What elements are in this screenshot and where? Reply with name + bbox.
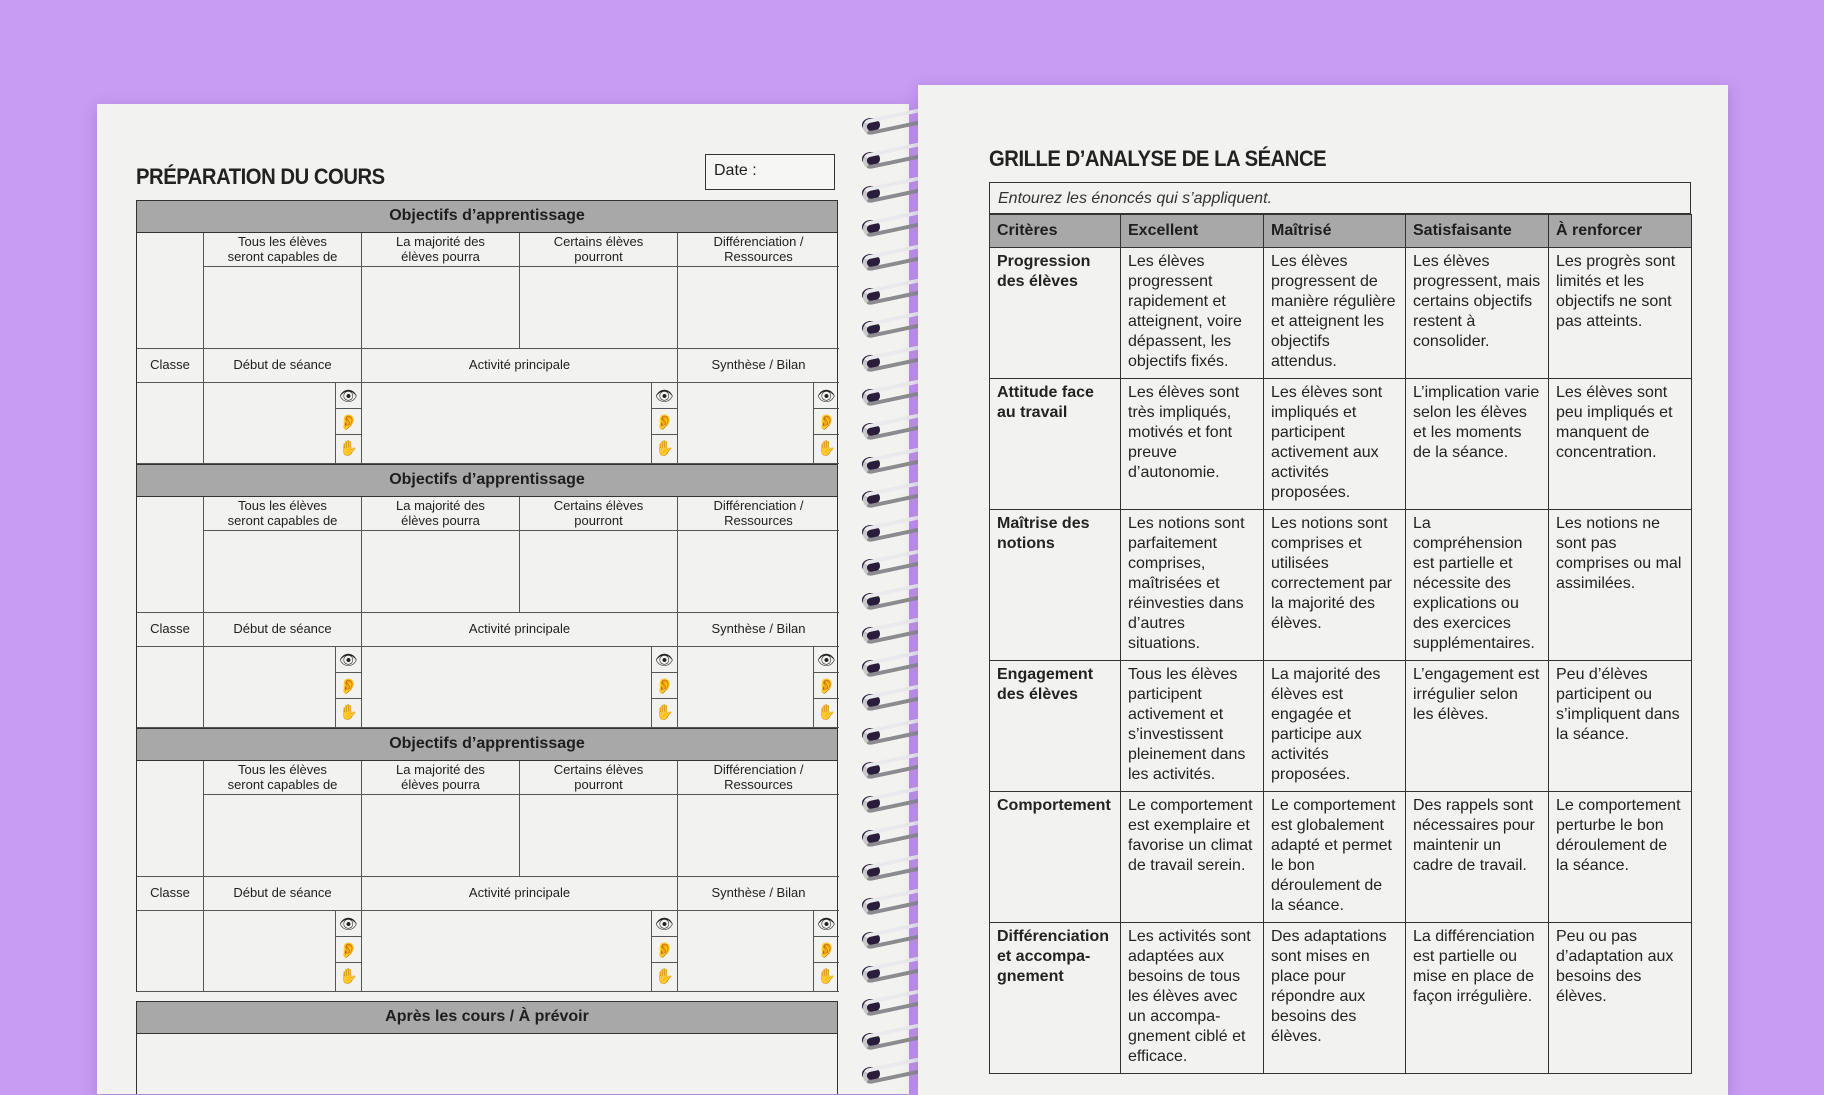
ear-icon: 👂	[336, 937, 361, 963]
descriptor-cell[interactable]: Les élèves sont impliqués et participent activement aux activités proposées.	[1264, 379, 1406, 510]
objective-column[interactable]	[677, 233, 839, 349]
session-label: Classe	[137, 613, 203, 647]
objective-column[interactable]	[361, 761, 519, 877]
ear-icon: 👂	[652, 673, 677, 699]
descriptor-cell[interactable]: Les élèves progressent de manière régulière et atteignent les objectifs attendus.	[1264, 248, 1406, 379]
descriptor-cell[interactable]: Les élèves sont très impliqués, motivés et font preuve d’autonomie.	[1121, 379, 1264, 510]
descriptor-cell[interactable]: Le comportement perturbe le bon déroulement de la séance.	[1549, 792, 1692, 923]
session-body-row	[136, 911, 838, 992]
eye-icon: 👁	[336, 911, 361, 937]
objective-header: Tous les élèves seront capables de	[204, 233, 361, 267]
descriptor-cell[interactable]: Le comportement est exemplaire et favorise un climat de travail serein.	[1121, 792, 1264, 923]
objective-header: Tous les élèves seront capables de	[204, 497, 361, 531]
session-label: Activité principale	[361, 349, 677, 383]
objective-header: Certains élèves pourront	[520, 497, 677, 531]
criterion-label: Maîtrise des notions	[990, 510, 1121, 661]
hand-icon: ✋	[339, 704, 358, 721]
sense-icons	[813, 647, 839, 727]
session-cell[interactable]	[677, 647, 839, 728]
objective-column[interactable]	[519, 233, 677, 349]
page-title: PRÉPARATION DU COURS	[136, 164, 385, 189]
objective-column[interactable]	[361, 497, 519, 613]
descriptor-cell[interactable]: Les notions sont parfaitement comprises, maîtrisées et réinvesties dans d’autres situations.	[1121, 510, 1264, 661]
descriptor-cell[interactable]: Des rappels sont nécessaires pour maintenir un cadre de travail.	[1406, 792, 1549, 923]
session-cell[interactable]	[137, 383, 203, 464]
descriptor-cell[interactable]: Les progrès sont limités et les objectifs ne sont pas atteints.	[1549, 248, 1692, 379]
column-header: Critères	[990, 215, 1121, 248]
ear-icon: 👂	[814, 937, 839, 963]
objective-column[interactable]	[361, 233, 519, 349]
descriptor-cell[interactable]: Peu ou pas d’adaptation aux besoins des élèves.	[1549, 923, 1692, 1074]
column-header: Satisfaisante	[1406, 215, 1549, 248]
objective-header: La majorité des élèves pourra	[362, 497, 519, 531]
descriptor-cell[interactable]: Des adaptations sont mises en place pour répondre aux besoins des élèves.	[1264, 923, 1406, 1074]
sense-icons	[335, 383, 361, 463]
criteria-table	[989, 214, 1692, 1074]
column-header: Maîtrisé	[1264, 215, 1406, 248]
descriptor-cell[interactable]: La compréhension est partielle et nécessite des explications ou des exercices supplémentaires.	[1406, 510, 1549, 661]
objectives-row	[136, 497, 838, 613]
session-cell[interactable]	[137, 911, 203, 992]
session-cell[interactable]	[361, 647, 677, 728]
left-page	[97, 104, 909, 1094]
session-label-row	[136, 349, 838, 383]
objective-header: Certains élèves pourront	[520, 233, 677, 267]
criterion-label: Comportement	[990, 792, 1121, 923]
session-cell[interactable]	[203, 911, 361, 992]
sense-icons	[651, 911, 677, 991]
eye-icon: 👁	[814, 383, 839, 409]
sense-icons	[813, 383, 839, 463]
descriptor-cell[interactable]: La majorité des élèves est engagée et participe aux activités proposées.	[1264, 661, 1406, 792]
objective-column[interactable]	[677, 497, 839, 613]
descriptor-cell[interactable]: Les élèves progressent, mais certains objectifs restent à consolider.	[1406, 248, 1549, 379]
session-cell[interactable]	[677, 911, 839, 992]
hand-icon: ✋	[817, 704, 836, 721]
objective-header: La majorité des élèves pourra	[362, 233, 519, 267]
objective-header: Différenciation / Ressources	[678, 497, 839, 531]
session-cell[interactable]	[203, 383, 361, 464]
objective-column[interactable]	[203, 761, 361, 877]
eye-icon: 👁	[652, 383, 677, 409]
session-label: Début de séance	[203, 613, 361, 647]
criterion-label: Différenciation et accompa-gnement	[990, 923, 1121, 1074]
table-row	[990, 661, 1692, 792]
session-cell[interactable]	[203, 647, 361, 728]
sense-icons	[651, 383, 677, 463]
descriptor-cell[interactable]: Les élèves sont peu impliqués et manquent de concentration.	[1549, 379, 1692, 510]
session-cell[interactable]	[137, 647, 203, 728]
right-page	[918, 85, 1728, 1095]
descriptor-cell[interactable]: La différenciation est partielle ou mise en place de façon irrégulière.	[1406, 923, 1549, 1074]
page-title: GRILLE D’ANALYSE DE LA SÉANCE	[989, 146, 1327, 171]
descriptor-cell[interactable]: Le comportement est globalement adapté et permet le bon déroulement de la séance.	[1264, 792, 1406, 923]
hand-icon: ✋	[817, 440, 836, 457]
objective-header: Différenciation / Ressources	[678, 233, 839, 267]
eye-icon: 👁	[336, 647, 361, 673]
session-label: Activité principale	[361, 613, 677, 647]
footer-band: Après les cours / À prévoir	[136, 1001, 838, 1034]
session-label-row	[136, 877, 838, 911]
objective-column[interactable]	[677, 761, 839, 877]
ear-icon: 👂	[814, 673, 839, 699]
instruction-text: Entourez les énoncés qui s’appliquent.	[989, 182, 1691, 214]
objectives-row	[136, 233, 838, 349]
hand-icon: ✋	[817, 968, 836, 985]
objective-column[interactable]	[519, 497, 677, 613]
column-header: À renforcer	[1549, 215, 1692, 248]
session-label: Classe	[137, 877, 203, 911]
sense-icons	[651, 647, 677, 727]
session-cell[interactable]	[361, 383, 677, 464]
section-band: Objectifs d’apprentissage	[136, 728, 838, 761]
hand-icon: ✋	[339, 968, 358, 985]
eye-icon: 👁	[814, 647, 839, 673]
blank-cell	[137, 233, 203, 349]
descriptor-cell[interactable]: L’implication varie selon les élèves et les moments de la séance.	[1406, 379, 1549, 510]
descriptor-cell[interactable]: L’engagement est irrégulier selon les élèves.	[1406, 661, 1549, 792]
descriptor-cell[interactable]: Les activités sont adaptées aux besoins de tous les élèves avec un accompa-gnement ciblé et efficace.	[1121, 923, 1264, 1074]
session-body-row	[136, 383, 838, 464]
descriptor-cell[interactable]: Les notions ne sont pas comprises ou mal assimilées.	[1549, 510, 1692, 661]
objective-column[interactable]	[519, 761, 677, 877]
session-label-row	[136, 613, 838, 647]
ear-icon: 👂	[336, 673, 361, 699]
eye-icon: 👁	[652, 647, 677, 673]
descriptor-cell[interactable]: Peu d’élèves participent ou s’impliquent dans la séance.	[1549, 661, 1692, 792]
objective-header: Certains élèves pourront	[520, 761, 677, 795]
session-label: Début de séance	[203, 349, 361, 383]
objective-header: La majorité des élèves pourra	[362, 761, 519, 795]
table-row	[990, 248, 1692, 379]
objective-header: Tous les élèves seront capables de	[204, 761, 361, 795]
date-field[interactable]: Date :	[705, 154, 835, 190]
sense-icons	[813, 911, 839, 991]
hand-icon: ✋	[655, 440, 674, 457]
hand-icon: ✋	[339, 440, 358, 457]
eye-icon: 👁	[336, 383, 361, 409]
criterion-label: Progression des élèves	[990, 248, 1121, 379]
session-cell[interactable]	[361, 911, 677, 992]
sense-icons	[335, 647, 361, 727]
session-cell[interactable]	[677, 383, 839, 464]
table-row	[990, 792, 1692, 923]
ear-icon: 👂	[652, 409, 677, 435]
objectives-row	[136, 761, 838, 877]
ear-icon: 👂	[814, 409, 839, 435]
blank-cell	[137, 761, 203, 877]
eye-icon: 👁	[652, 911, 677, 937]
objective-header: Différenciation / Ressources	[678, 761, 839, 795]
hand-icon: ✋	[655, 968, 674, 985]
descriptor-cell[interactable]: Les notions sont comprises et utilisées correctement par la majorité des élèves.	[1264, 510, 1406, 661]
table-row	[990, 923, 1692, 1074]
descriptor-cell[interactable]: Les élèves progressent rapidement et atteignent, voire dépassent, les objectifs fixés.	[1121, 248, 1264, 379]
session-body-row	[136, 647, 838, 728]
table-row	[990, 510, 1692, 661]
session-label: Début de séance	[203, 877, 361, 911]
eye-icon: 👁	[814, 911, 839, 937]
objective-column[interactable]	[203, 497, 361, 613]
ear-icon: 👂	[336, 409, 361, 435]
blank-cell	[137, 497, 203, 613]
session-label: Classe	[137, 349, 203, 383]
sense-icons	[335, 911, 361, 991]
footer-notes[interactable]	[136, 1034, 838, 1094]
hand-icon: ✋	[655, 704, 674, 721]
session-label: Synthèse / Bilan	[677, 877, 839, 911]
criterion-label: Attitude face au travail	[990, 379, 1121, 510]
session-label: Synthèse / Bilan	[677, 349, 839, 383]
objective-column[interactable]	[203, 233, 361, 349]
table-row	[990, 379, 1692, 510]
column-header: Excellent	[1121, 215, 1264, 248]
session-label: Activité principale	[361, 877, 677, 911]
section-band: Objectifs d’apprentissage	[136, 464, 838, 497]
criterion-label: Engagement des élèves	[990, 661, 1121, 792]
session-label: Synthèse / Bilan	[677, 613, 839, 647]
section-band: Objectifs d’apprentissage	[136, 200, 838, 233]
ear-icon: 👂	[652, 937, 677, 963]
descriptor-cell[interactable]: Tous les élèves participent activement et s’investissent pleinement dans les activités.	[1121, 661, 1264, 792]
